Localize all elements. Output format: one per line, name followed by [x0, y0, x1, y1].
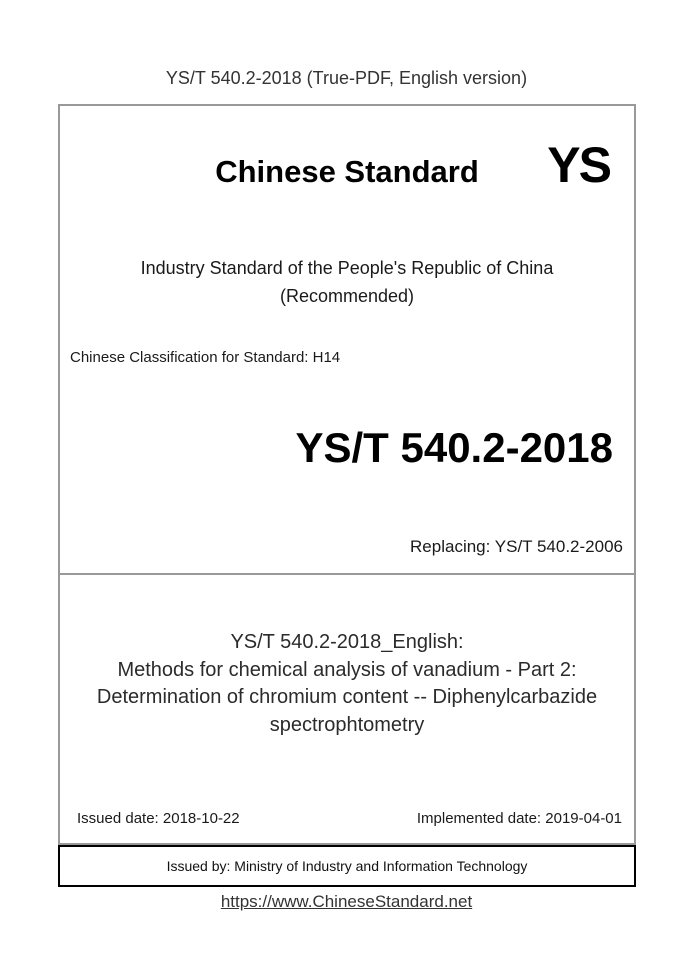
dates-row [60, 810, 634, 827]
english-title-line4: spectrophtometry [269, 713, 425, 736]
footer [0, 892, 693, 912]
implemented-date: Implemented date: 2019-04-01 [416, 810, 622, 827]
cover-main-box [58, 104, 636, 575]
standard-type-line1: Industry Standard of the People's Republic of China [140, 258, 554, 278]
standard-type-line2: (Recommended) [279, 286, 415, 306]
issuer-box [58, 845, 636, 887]
standard-type-block [60, 254, 634, 310]
brand-title: Chinese Standard [215, 154, 479, 189]
issued-date: Issued date: 2018-10-22 [77, 810, 240, 827]
ys-logo: YS [547, 137, 610, 193]
english-title-line2: Methods for chemical analysis of vanadium - Part 2: [117, 658, 577, 681]
issuer-text: Issued by: Ministry of Industry and Information Technology [166, 858, 528, 874]
page-header-title: YS/T 540.2-2018 (True-PDF, English version) [165, 68, 528, 88]
english-title-line1: YS/T 540.2-2018_English: [230, 631, 464, 653]
english-title-box [58, 573, 636, 845]
english-title-block [60, 629, 634, 739]
english-title-line3: Determination of chromium content -- Diphenylcarbazide [96, 686, 598, 708]
standard-number: YS/T 540.2-2018 [295, 424, 613, 471]
website-link[interactable]: https://www.ChineseStandard.net [220, 892, 473, 911]
replacing-note: Replacing: YS/T 540.2-2006 [410, 537, 623, 556]
classification-label: Chinese Classification for Standard: H14 [70, 349, 341, 366]
